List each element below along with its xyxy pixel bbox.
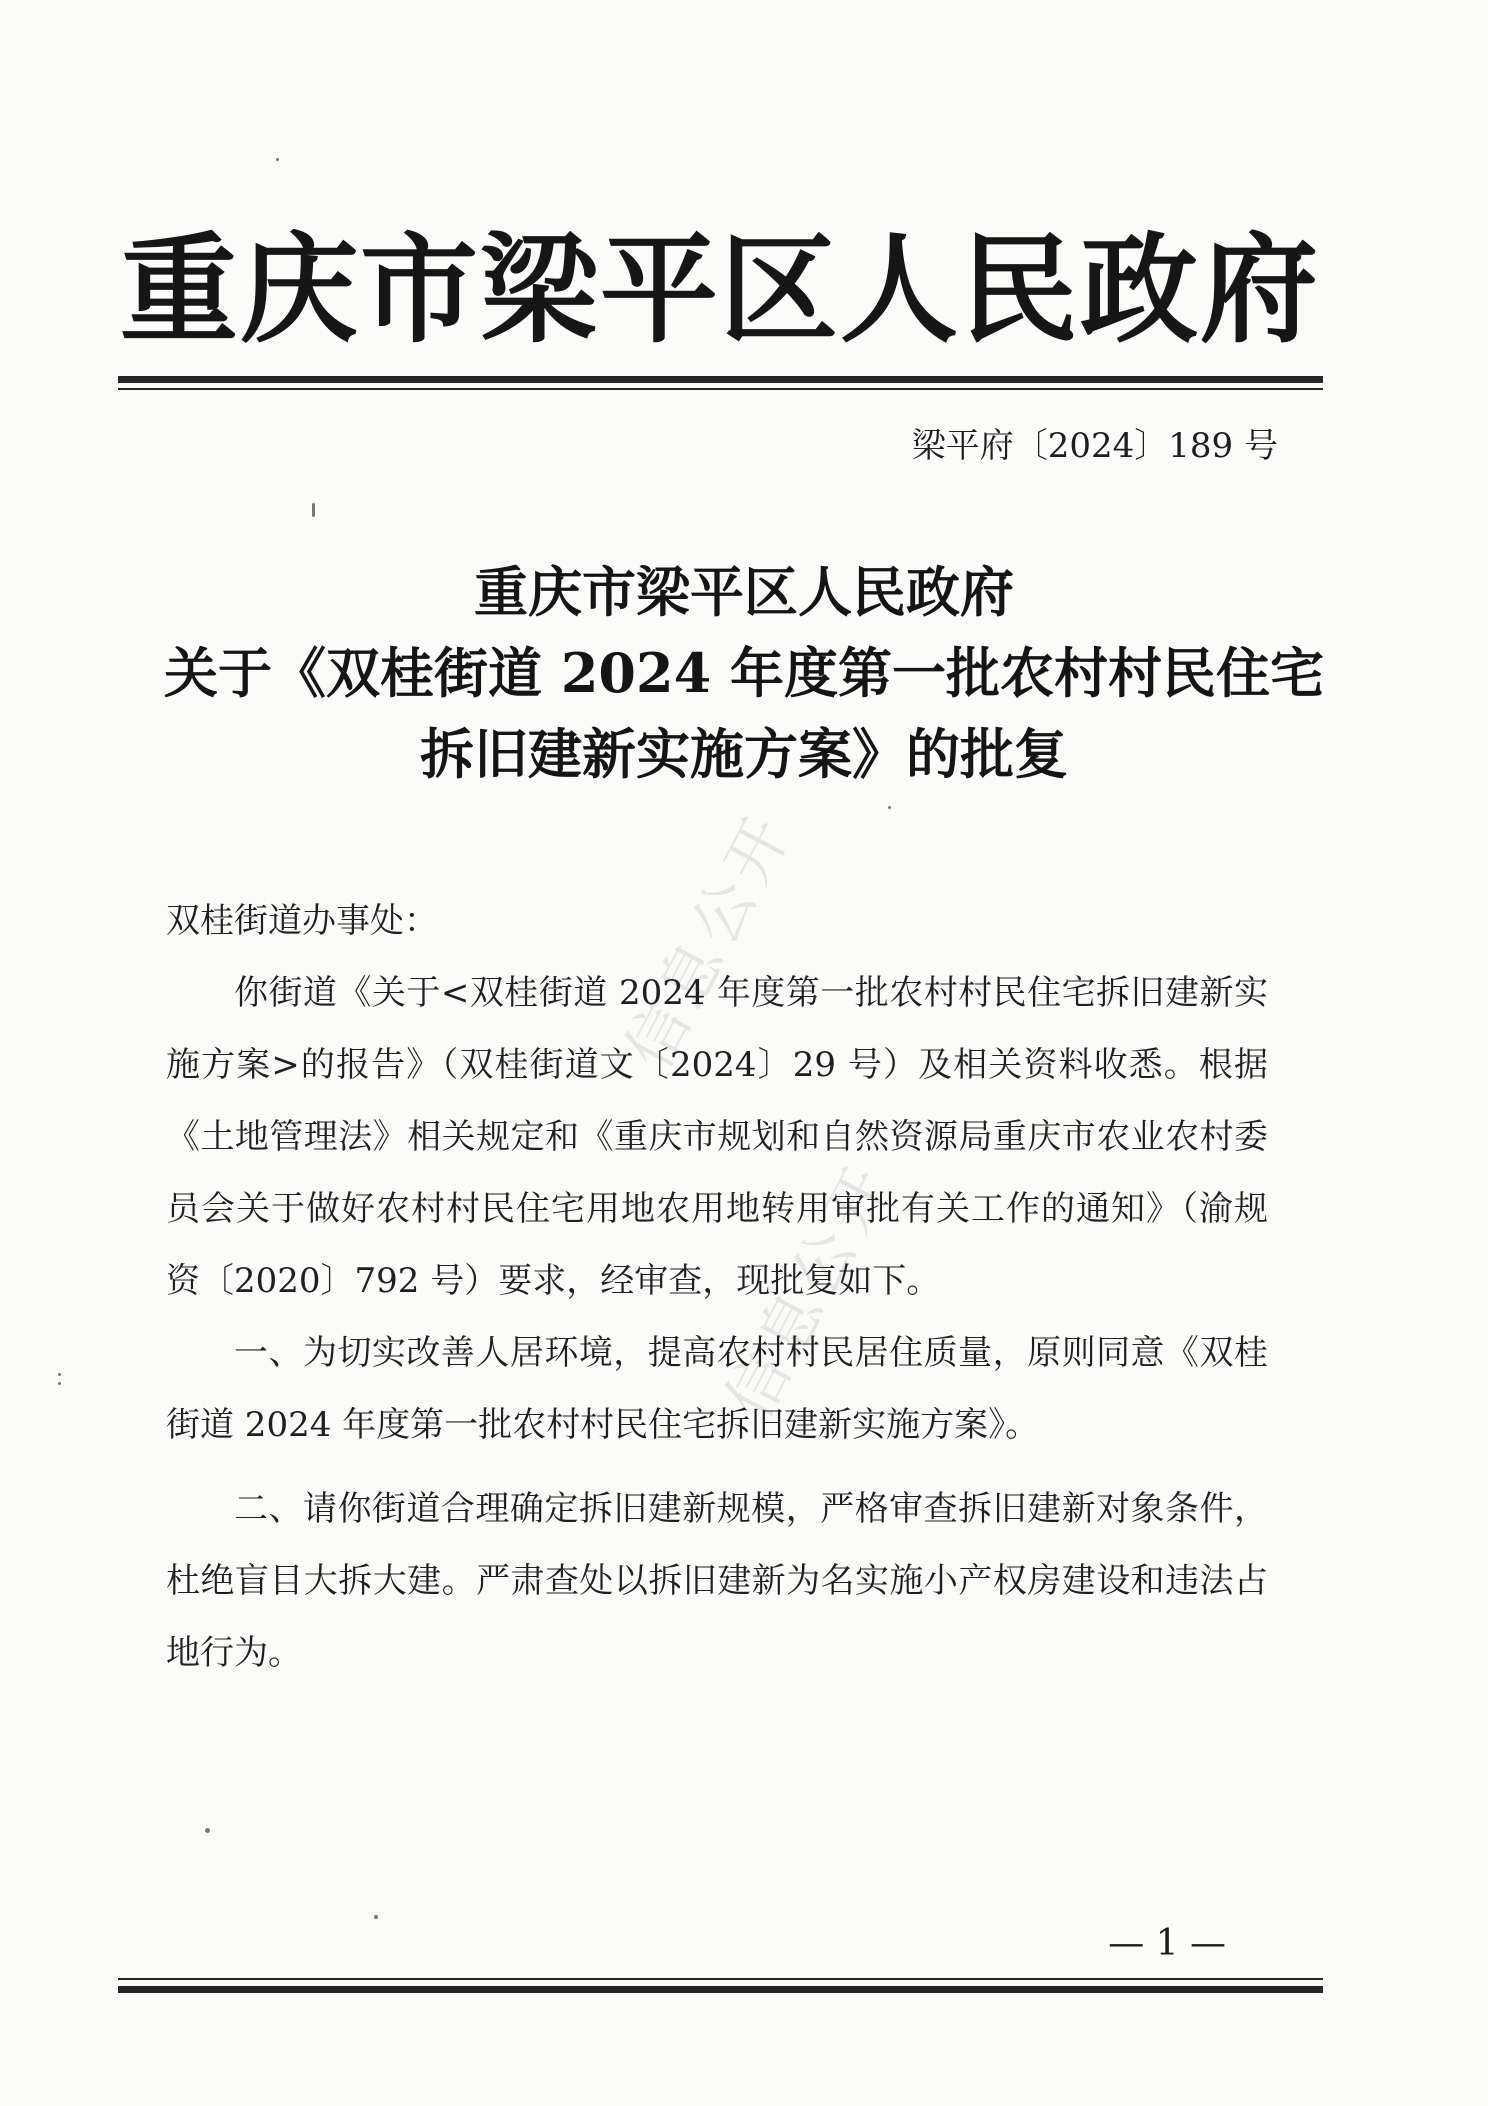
watermark-lower: 信息公开 — [711, 1148, 908, 1431]
title-line-1: 重庆市梁平区人民政府 — [474, 560, 1014, 624]
scan-speck — [58, 1373, 61, 1376]
page-number: — 1 — — [1108, 1923, 1226, 1964]
watermark-upper: 信息公开 — [611, 798, 808, 1081]
scan-speck — [58, 1382, 61, 1385]
scan-speck — [374, 1915, 378, 1919]
scan-speck — [205, 1828, 210, 1833]
salutation: 双桂街道办事处： — [166, 901, 438, 941]
title-line-3: 拆旧建新实施方案》的批复 — [420, 722, 1068, 786]
footer-rule-thin — [118, 1978, 1323, 1980]
body-paragraph-1: 你街道《关于<双桂街道 2024 年度第一批农村村民住宅拆旧建新实施方案>的报告》（双桂街道文〔2024〕29 号）及相关资料收悉。根据《土地管理法》相关规定和《重庆市规划和自然资源局重庆市农业农村委员会关于做好农村村民住宅用地农用地转用审批有关工作的通知》（渝规资〔2020〕792 号）要求，经审查，现批复如下。 — [166, 973, 1268, 1301]
scan-speck — [888, 806, 891, 809]
header-rule-thick — [118, 376, 1323, 383]
footer-rule-thick — [118, 1986, 1323, 1993]
document-body — [166, 885, 1268, 1689]
title-line-2: 关于《双桂街道 2024 年度第一批农村村民住宅 — [164, 641, 1324, 705]
scan-speck — [312, 503, 315, 517]
scan-speck — [276, 158, 279, 161]
document-number: 梁平府〔2024〕189 号 — [911, 426, 1278, 466]
body-paragraph-3: 二、请你街道合理确定拆旧建新规模，严格审查拆旧建新对象条件，杜绝盲目大拆大建。严肃查处以拆旧建新为名实施小产权房建设和违法占地行为。 — [166, 1489, 1268, 1673]
document-title — [110, 552, 1378, 795]
masthead-title: 重庆市梁平区人民政府 — [120, 220, 1321, 359]
body-paragraph-2: 一、为切实改善人居环境，提高农村村民居住质量，原则同意《双桂街道 2024 年度第一批农村村民住宅拆旧建新实施方案》。 — [166, 1333, 1268, 1445]
header-rule-thin — [118, 388, 1323, 390]
